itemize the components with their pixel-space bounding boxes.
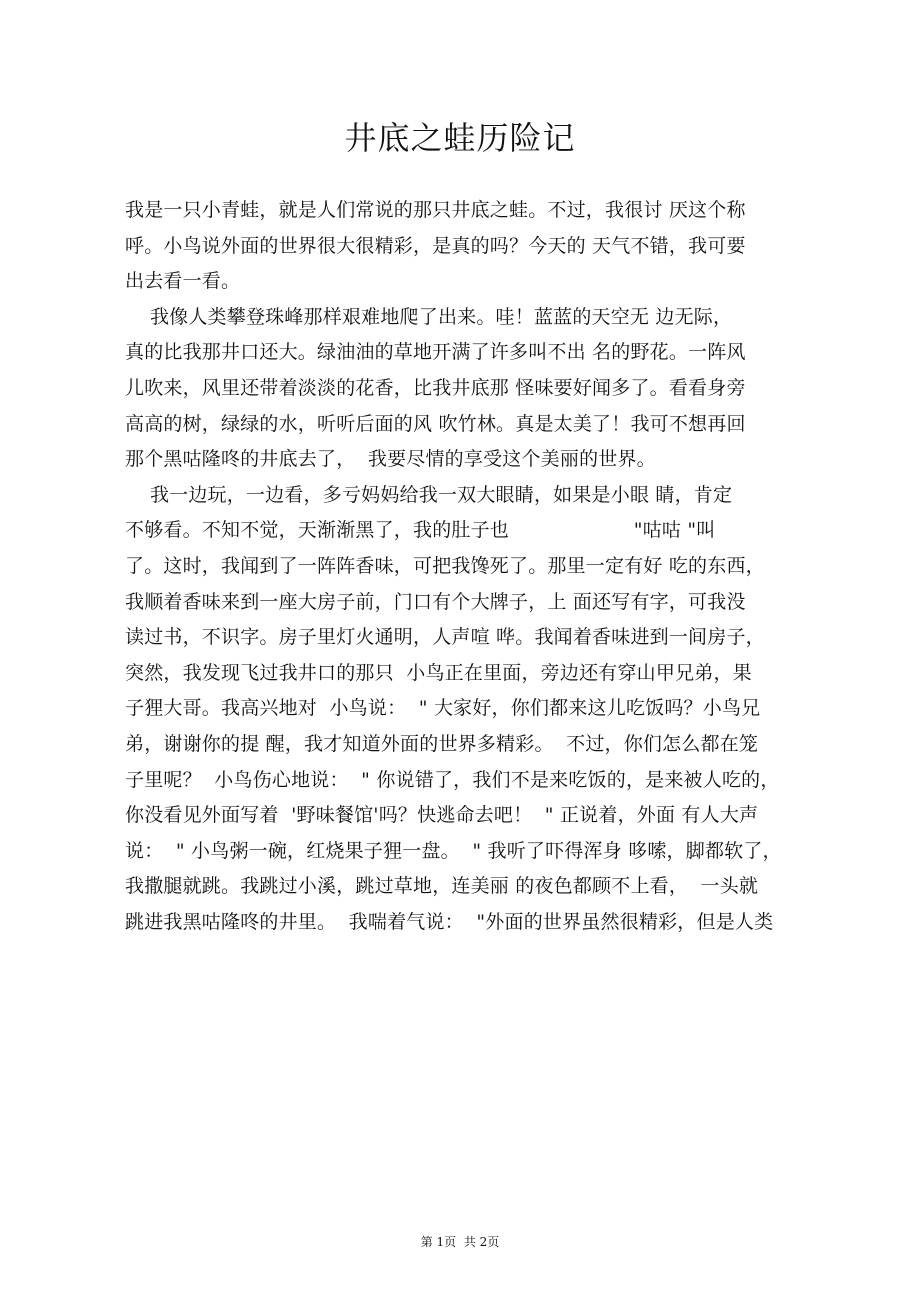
text-line: 子里呢？ 小鸟伤心地说： " 你说错了，我们不是来吃饭的，是来被人吃的， <box>125 768 780 791</box>
text-line: 那个黑咕隆咚的井底去了， 我要尽情的享受这个美丽的世界。 <box>125 448 656 471</box>
body-text <box>125 193 793 940</box>
text-line: 真的比我那井口还大。绿油油的草地开满了许多叫不出 名的野花。一阵风 <box>125 341 746 364</box>
text-line: 跳进我黑咕隆咚的井里。 我喘着气说： "外面的世界虽然很精彩，但是人类 <box>125 910 774 933</box>
text-line: 我撒腿就跳。我跳过小溪，跳过草地，连美丽 的夜色都顾不上看， 一头就 <box>125 875 759 898</box>
text-line: 弟，谢谢你的提 醒，我才知道外面的世界多精彩。 不过，你们怎么都在笼 <box>125 732 759 755</box>
text-line: 说： " 小鸟粥一碗，红烧果子狸一盘。 " 我听了吓得浑身 哆嗦，脚都软了， <box>125 839 782 862</box>
text-line: 儿吹来，风里还带着淡淡的花香，比我井底那 怪味要好闻多了。看看身旁 <box>125 376 746 399</box>
text-line: 出去看一看。 <box>125 270 241 293</box>
text-line: 我一边玩，一边看，多亏妈妈给我一双大眼睛，如果是小眼 睛，肯定 <box>125 483 733 506</box>
text-line: 读过书，不识字。房子里灯火通明，人声喧 哗。我闻着香味进到一间房子， <box>125 626 765 649</box>
text-line: 我像人类攀登珠峰那样艰难地爬了出来。哇！蓝蓝的天空无 边无际， <box>125 305 733 328</box>
text-line: 了。这时，我闻到了一阵阵香味，可把我馋死了。那里一定有好 吃的东西， <box>125 554 765 577</box>
text-line: 高高的树，绿绿的水，听听后面的风 吹竹林。真是太美了！我可不想再回 <box>125 412 746 435</box>
text-line: 不够看。不知不觉，天渐渐黑了，我的肚子也 "咕咕 "叫 <box>125 519 716 542</box>
page-footer: 第 1页 共 2页 <box>420 1235 500 1249</box>
text-line: 我是一只小青蛙，就是人们常说的那只井底之蛙。不过，我很讨 厌这个称 <box>125 199 746 221</box>
text-line: 子狸大哥。我高兴地对 小鸟说： " 大家好，你们都来这儿吃饭吗？小鸟兄 <box>125 697 761 720</box>
text-line: 你没看见外面写着 '野味餐馆'吗？快逃命去吧！ " 正说着，外面 有人大声 <box>125 804 759 827</box>
text-line: 我顺着香味来到一座大房子前，门口有个大牌子，上 面还写有字，可我没 <box>125 590 746 613</box>
text-line: 突然，我发现飞过我井口的那只 小鸟正在里面，旁边还有穿山甲兄弟，果 <box>125 661 752 684</box>
text-line: 呼。小鸟说外面的世界很大很精彩，是真的吗？今天的 天气不错，我可要 <box>125 234 746 257</box>
page-title: 井底之蛙历险记 <box>344 119 576 157</box>
